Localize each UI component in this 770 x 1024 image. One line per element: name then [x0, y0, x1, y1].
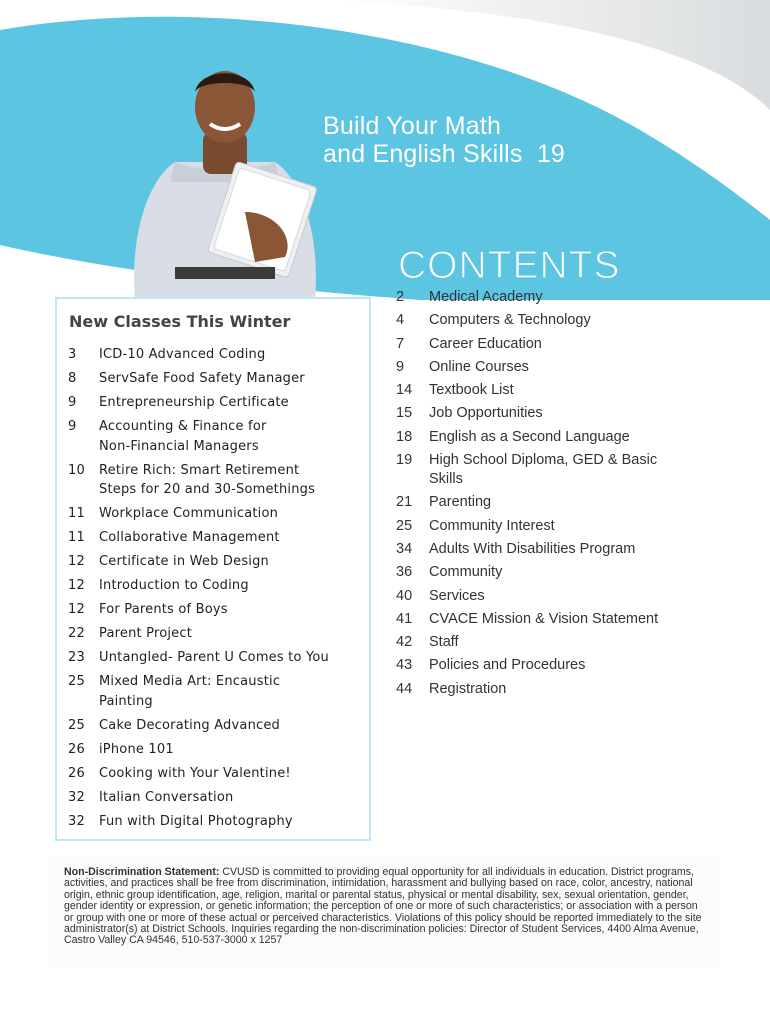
class-item[interactable] [68, 552, 368, 572]
class-item[interactable] [68, 624, 368, 644]
class-item[interactable] [68, 600, 368, 620]
contents-item[interactable] [396, 563, 756, 582]
contents-item[interactable] [396, 451, 756, 489]
class-page-number: 10 [68, 462, 85, 478]
class-page-number: 9 [68, 395, 77, 410]
class-page-number: 8 [68, 371, 77, 386]
class-item-label: Accounting & Finance for Non-Financial Managers [99, 419, 267, 454]
contents-item[interactable] [396, 587, 756, 606]
contents-item-label: Job Opportunities [429, 405, 543, 422]
contents-item-label: Adults With Disabilities Program [429, 540, 636, 557]
class-item[interactable] [68, 812, 368, 832]
student-photo [105, 62, 345, 300]
class-item[interactable] [68, 740, 368, 760]
class-item[interactable] [68, 764, 368, 784]
contents-page-number: 2 [396, 289, 405, 305]
contents-item[interactable] [396, 540, 756, 559]
contents-item[interactable] [396, 633, 756, 652]
contents-page-number: 44 [396, 680, 413, 697]
class-page-number: 23 [68, 650, 85, 665]
contents-item[interactable] [396, 517, 756, 536]
class-page-number: 26 [68, 765, 85, 781]
hero-title [323, 112, 565, 168]
contents-item-label: English as a Second Language [429, 428, 630, 445]
contents-item-label: Parenting [429, 494, 492, 511]
class-page-number: 12 [68, 602, 85, 617]
class-item-label: Workplace Communication [99, 506, 279, 521]
class-item[interactable] [68, 528, 368, 548]
class-page-number: 11 [68, 530, 85, 545]
contents-item-label: CVACE Mission & Vision Statement [429, 610, 659, 627]
contents-item-label: Community [429, 564, 503, 581]
contents-page-number: 43 [396, 657, 413, 674]
contents-item-label: Textbook List [429, 382, 514, 399]
new-classes-box [55, 297, 371, 841]
contents-page-number: 18 [396, 428, 413, 445]
contents-page-number: 40 [396, 587, 413, 604]
class-item-label: Retire Rich: Smart Retirement Steps for 20 and 30-Somethings [99, 462, 316, 497]
class-item[interactable] [68, 393, 368, 413]
contents-item[interactable] [396, 680, 756, 699]
class-item-label: Certificate in Web Design [99, 554, 270, 569]
hero-title-line-1: Build Your Math [323, 112, 502, 140]
contents-page-number: 21 [396, 494, 413, 511]
contents-page-number: 7 [396, 335, 405, 352]
contents-item[interactable] [396, 311, 756, 330]
contents-item-label: Medical Academy [429, 289, 543, 305]
class-item[interactable] [68, 648, 368, 668]
contents-item-label: Policies and Procedures [429, 657, 586, 674]
class-item[interactable] [68, 417, 368, 456]
contents-page-number: 9 [396, 358, 405, 375]
class-item-label: Entrepreneurship Certificate [99, 395, 289, 410]
class-page-number: 3 [68, 347, 77, 362]
class-page-number: 9 [68, 419, 77, 434]
class-page-number: 12 [68, 554, 85, 569]
contents-item[interactable] [396, 493, 756, 512]
class-item[interactable] [68, 504, 368, 524]
contents-list [396, 288, 756, 699]
class-item[interactable] [68, 369, 368, 389]
class-item[interactable] [68, 461, 368, 500]
class-item-label: Parent Project [99, 626, 193, 641]
contents-item[interactable] [396, 404, 756, 423]
contents-heading: CONTENTS [398, 244, 621, 287]
contents-page-number: 15 [396, 405, 413, 422]
contents-item[interactable] [396, 288, 756, 307]
class-item-label: ServSafe Food Safety Manager [99, 371, 305, 386]
new-classes-list [68, 345, 368, 831]
contents-page-number: 4 [396, 312, 405, 329]
contents-page-number: 36 [396, 564, 413, 581]
contents-page-number: 41 [396, 610, 413, 627]
class-item[interactable] [68, 345, 368, 365]
contents-item[interactable] [396, 381, 756, 400]
class-item-label: Fun with Digital Photography [99, 813, 293, 829]
contents-item-label: Staff [429, 634, 459, 651]
class-page-number: 22 [68, 626, 85, 641]
class-item-label: Untangled- Parent U Comes to You [99, 650, 329, 665]
class-item[interactable] [68, 716, 368, 736]
class-page-number: 11 [68, 506, 85, 521]
contents-item-label: Online Courses [429, 358, 529, 375]
contents-item-label: Services [429, 587, 485, 604]
contents-page-number: 42 [396, 634, 413, 651]
contents-item[interactable] [396, 358, 756, 377]
class-item[interactable] [68, 576, 368, 596]
class-item[interactable] [68, 788, 368, 808]
class-page-number: 25 [68, 674, 85, 689]
class-page-number: 32 [68, 813, 85, 829]
contents-item-label: Community Interest [429, 517, 555, 534]
contents-page-number: 34 [396, 540, 413, 557]
class-item-label: Introduction to Coding [99, 578, 249, 593]
class-item-label: For Parents of Boys [99, 602, 228, 617]
hero-title-line-2: and English Skills 19 [323, 140, 566, 168]
contents-item[interactable] [396, 610, 756, 629]
contents-page-number: 19 [396, 452, 413, 469]
contents-page-number: 14 [396, 382, 413, 399]
contents-item-label: Computers & Technology [429, 312, 591, 329]
contents-item-label: Registration [429, 680, 507, 697]
class-item-label: Cake Decorating Advanced [99, 717, 281, 733]
contents-item[interactable] [396, 656, 756, 675]
class-page-number: 32 [68, 789, 85, 805]
contents-item[interactable] [396, 335, 756, 354]
class-item-label: ICD-10 Advanced Coding [99, 347, 266, 362]
class-item[interactable] [68, 672, 368, 711]
new-classes-heading: New Classes This Winter [69, 312, 291, 331]
class-item-label: Cooking with Your Valentine! [99, 765, 291, 781]
contents-item-label: Career Education [429, 335, 542, 352]
notice-label: Non-Discrimination Statement: [64, 866, 220, 878]
class-item-label: iPhone 101 [99, 741, 174, 757]
class-item-label: Mixed Media Art: Encaustic Painting [99, 674, 281, 709]
non-discrimination-statement [48, 857, 720, 967]
contents-item[interactable] [396, 428, 756, 447]
contents-item-label: High School Diploma, GED & Basic Skills [429, 452, 658, 488]
class-page-number: 12 [68, 578, 85, 593]
class-page-number: 26 [68, 741, 85, 757]
class-page-number: 25 [68, 717, 85, 733]
notice-text: CVUSD is committed to providing equal opportunity for all individuals in education. District programs, activities, and practices shall be free from discrimination, intimidation, harassment and bullying based on race, color, ancestry, national origin, ethnic group identification, age, religion, marital or parental status, physical or mental disability, sex, sexual orientation, gender, gender identity or expression, or genetic information; the perception of one or more of such characteristics; or association with a person or group with one or more of these actual or perceived characteristics. Violations of this policy should be reported immediately to the site administrator(s) at District Schools. Inquiries regarding the non-discrimination policies: Director of Student Services, 4400 Alma Avenue, Castro Valley CA 94546, 510-537-3000 x 1257 [64, 866, 702, 947]
class-item-label: Italian Conversation [99, 789, 234, 805]
contents-page-number: 25 [396, 517, 413, 534]
class-item-label: Collaborative Management [99, 530, 280, 545]
